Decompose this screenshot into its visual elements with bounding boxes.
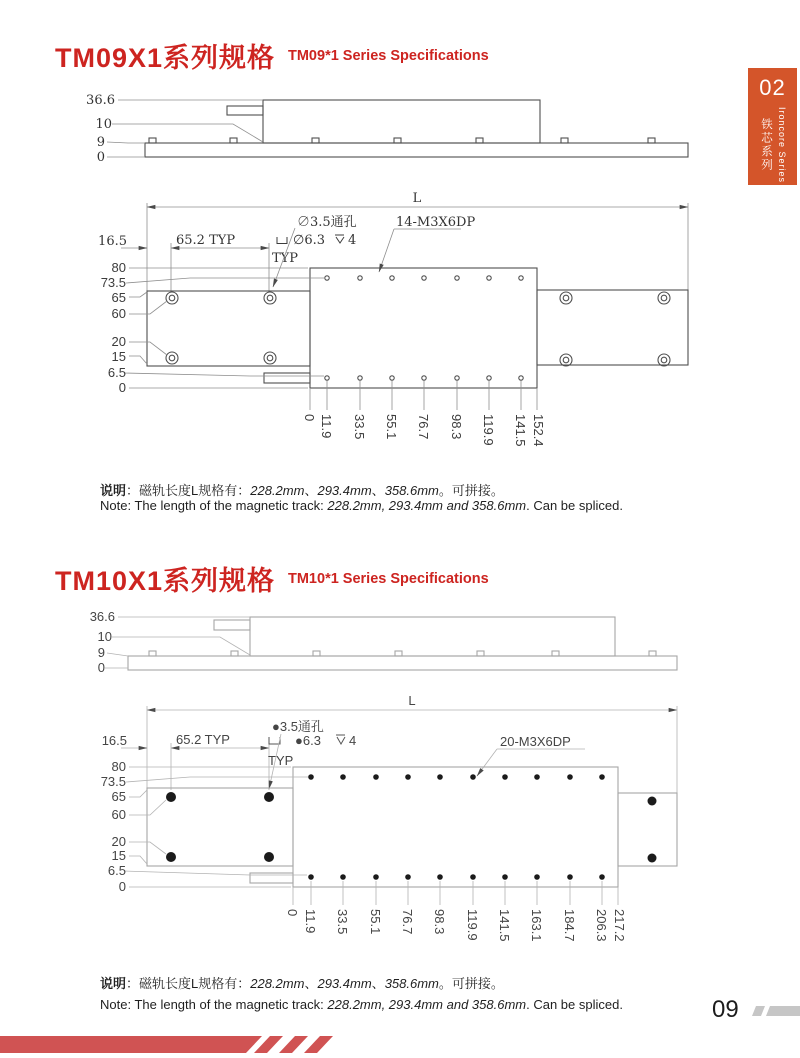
- tick-label: 141.5: [513, 414, 528, 447]
- right-segment-holes: [648, 797, 657, 863]
- rail-mount-bumps: [149, 138, 655, 143]
- magnet-track-outline: [293, 767, 618, 887]
- typ-label: TYP: [272, 251, 298, 266]
- section2-note-cn: 说明：磁轨长度L规格有：228.2mm、293.4mm、358.6mm。可拼接。: [100, 976, 504, 991]
- ordinate-label: 80: [111, 260, 126, 275]
- ordinate-label: 73.5: [100, 774, 126, 789]
- rail-mount-bumps: [149, 651, 656, 656]
- depth-value: 4: [348, 233, 357, 248]
- pitch-dim-label: 65.2 TYP: [176, 732, 230, 747]
- depth-icon: [335, 235, 344, 243]
- ordinate-label: 6.5: [107, 365, 126, 380]
- tick-label: 11.9: [319, 414, 334, 439]
- tick-label: 152.4: [531, 414, 546, 447]
- tick-label: 33.5: [352, 414, 367, 440]
- thread-note: 14-M3X6DP: [396, 215, 476, 230]
- section2-title-en: TM10*1 Series Specifications: [288, 571, 489, 587]
- counterbore-icon: [269, 737, 280, 744]
- height-label: 0: [97, 660, 105, 675]
- thread-note: 20-M3X6DP: [500, 734, 571, 749]
- ordinate-label: 6.5: [107, 863, 126, 878]
- hole-callout-line2: ●6.3: [295, 733, 321, 748]
- ordinate-label: 60: [111, 807, 126, 822]
- typ-label: TYP: [268, 753, 294, 768]
- tm09-plan-view: [98, 191, 688, 447]
- right-segment-outline: [618, 793, 677, 866]
- section2-note-en: Note: The length of the magnetic track: 228.2mm, 293.4mm and 358.6mm. Can be spliced.: [100, 997, 623, 1012]
- ordinate-label: 15: [111, 848, 126, 863]
- magnet-track-outline: [310, 268, 537, 388]
- forcer-counterbore-holes: [166, 292, 276, 364]
- edge-dim-label: 16.5: [98, 234, 127, 249]
- tick-label: 217.2: [612, 909, 627, 942]
- section1-note-cn: 说明：磁轨长度L规格有：228.2mm、293.4mm、358.6mm。可拼接。: [100, 483, 504, 498]
- ordinate-label: 20: [111, 334, 126, 349]
- tick-label: 98.3: [432, 909, 447, 935]
- ordinate-label: 0: [118, 380, 126, 395]
- height-label: 9: [97, 645, 105, 660]
- tick-label: 141.5: [497, 909, 512, 942]
- footer-gray-stripes: [752, 1006, 800, 1016]
- section1-note-en: Note: The length of the magnetic track: 228.2mm, 293.4mm and 358.6mm. Can be spliced.: [100, 498, 623, 513]
- ordinate-label: 60: [111, 306, 126, 321]
- tick-label: 76.7: [400, 909, 415, 935]
- left-label-leaders: [124, 767, 308, 887]
- height-label: 0: [96, 150, 105, 165]
- ordinate-label: 65: [111, 789, 126, 804]
- chapter-series-cn: 铁芯系列: [760, 118, 772, 172]
- ordinate-label: 15: [111, 349, 126, 364]
- track-holes: [308, 774, 605, 880]
- length-dim-label: L: [408, 693, 416, 708]
- tick-label: 184.7: [562, 909, 577, 942]
- height-label: 10: [97, 629, 112, 644]
- track-holes: [325, 276, 523, 380]
- edge-dim-label: 16.5: [101, 733, 127, 748]
- tick-label: 98.3: [449, 414, 464, 440]
- tm10-plan-view: [101, 693, 677, 942]
- section1-title-en: TM09*1 Series Specifications: [288, 48, 489, 64]
- chapter-series-en: Ironcore Series: [777, 106, 787, 184]
- tick-lines: [310, 381, 537, 410]
- section1-title-cn: TM09X1系列规格: [55, 43, 276, 73]
- tm09-side-view: [86, 93, 688, 165]
- tick-label: 0: [302, 414, 317, 422]
- tick-label: 76.7: [416, 414, 431, 440]
- height-label: 9: [96, 135, 105, 150]
- right-segment-holes: [560, 292, 670, 366]
- chapter-tab: [748, 68, 797, 185]
- hole-callout-line2: ∅6.3: [293, 233, 325, 248]
- tick-label: 119.9: [481, 414, 496, 446]
- ordinate-label: 65: [111, 290, 126, 305]
- height-label: 10: [95, 117, 112, 132]
- tm10-side-view: [90, 609, 677, 675]
- ordinate-label: 73.5: [100, 275, 126, 290]
- hole-callout-line1: ∅3.5通孔: [297, 215, 357, 230]
- page-number: 09: [712, 996, 739, 1023]
- tick-label: 55.1: [384, 414, 399, 440]
- counterbore-icon: [277, 237, 287, 244]
- tick-label: 33.5: [335, 909, 350, 935]
- height-label: 36.6: [86, 93, 115, 108]
- forcer-holes: [166, 792, 274, 862]
- chapter-number: 02: [759, 75, 786, 100]
- tick-label: 0: [285, 909, 300, 917]
- tick-label: 11.9: [303, 909, 318, 934]
- cable-connector: [250, 873, 293, 883]
- tick-label: 55.1: [368, 909, 383, 935]
- ordinate-label: 0: [118, 879, 126, 894]
- height-label: 36.6: [89, 609, 115, 624]
- tick-label: 206.3: [594, 909, 609, 942]
- footer-red-stripes: [0, 1036, 333, 1053]
- left-label-leaders: [124, 268, 325, 388]
- depth-value: 4: [349, 733, 357, 748]
- pitch-dim-label: 65.2 TYP: [176, 233, 236, 248]
- section2-title-cn: TM10X1系列规格: [55, 566, 276, 596]
- ordinate-label: 80: [111, 759, 126, 774]
- tick-label: 163.1: [529, 909, 544, 942]
- depth-icon: [336, 735, 345, 744]
- tick-lines: [293, 881, 618, 905]
- length-dim-label: L: [412, 191, 422, 206]
- cable-connector: [264, 373, 310, 383]
- ordinate-label: 20: [111, 834, 126, 849]
- hole-callout-line1: ●3.5通孔: [272, 719, 324, 734]
- tick-label: 119.9: [465, 909, 480, 941]
